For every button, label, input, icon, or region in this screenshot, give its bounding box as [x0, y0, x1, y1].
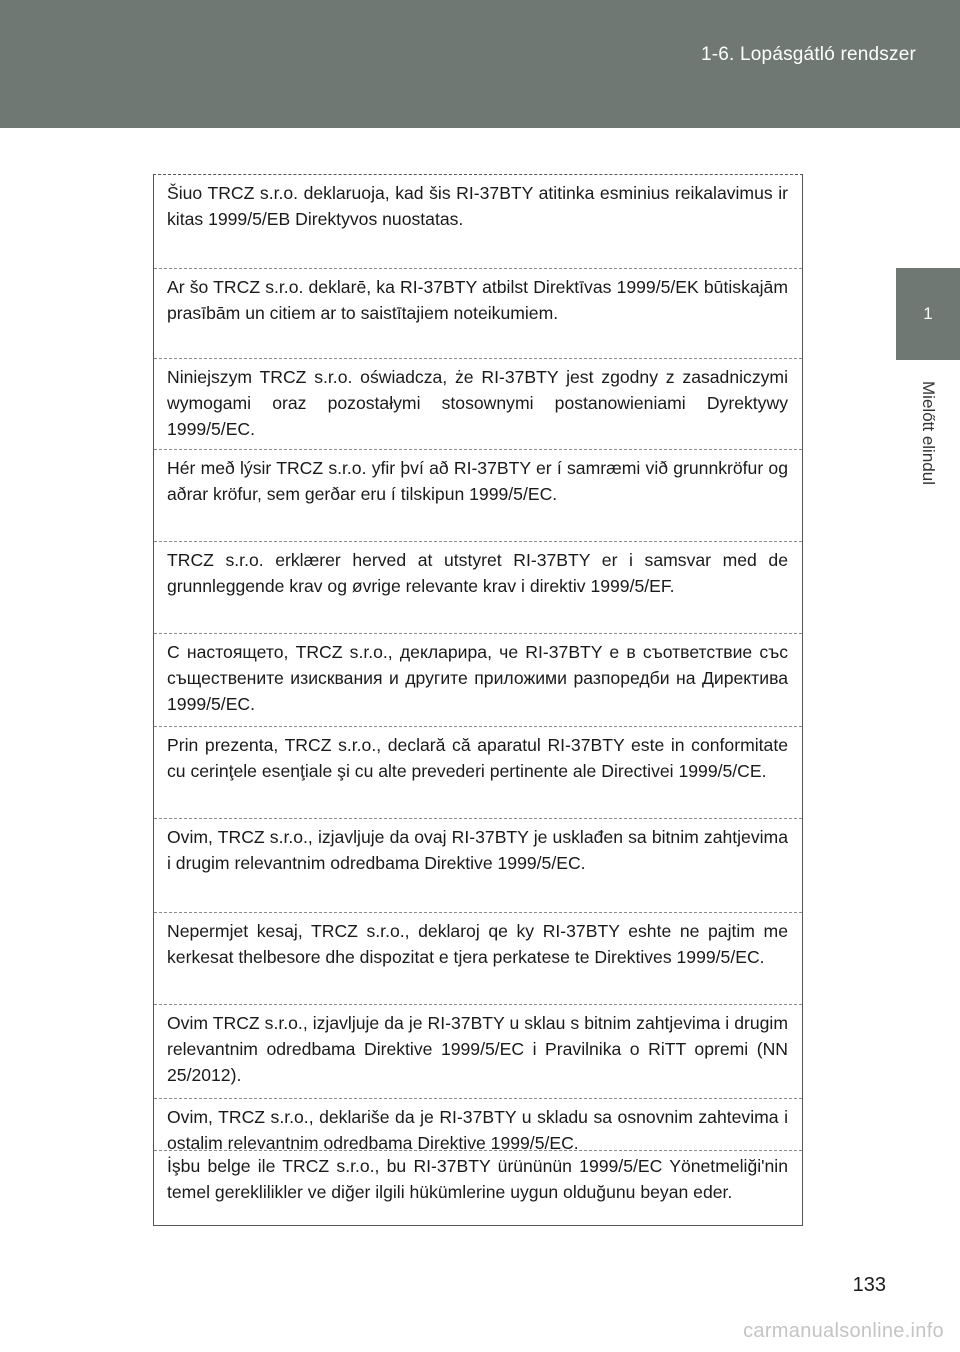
declaration-text: Ovim, TRCZ s.r.o., deklariše da je RI-37BTY u skladu sa osnovnim zahtevima i ostalim relevantnim odredbama Direktive 1999/5/EC. [167, 1107, 788, 1153]
declaration-row-lithuanian [154, 175, 802, 269]
chapter-tab: 1 [896, 268, 960, 360]
declaration-row-bulgarian [154, 634, 802, 727]
declaration-text: Nepermjet kesaj, TRCZ s.r.o., deklaroj qe ky RI-37BTY eshte ne pajtim me kerkesat thelbesore dhe dispozitat e tjera perkatese te Direktives 1999/5/EC. [167, 921, 788, 967]
declaration-text: Ar šo TRCZ s.r.o. deklarē, ka RI-37BTY atbilst Direktīvas 1999/5/EK būtiskajām prasībām un citiem ar to saistītajiem noteikumiem. [167, 277, 788, 323]
section-title: 1-6. Lopásgátló rendszer [701, 44, 916, 65]
chapter-label [896, 360, 960, 505]
watermark: carmanualsonline.info [743, 1320, 944, 1342]
chapter-label-text: Mielőtt elindul [919, 380, 939, 485]
declaration-row-norwegian [154, 542, 802, 634]
declaration-row-bosnian [154, 819, 802, 913]
declaration-row-latvian [154, 269, 802, 359]
declaration-row-polish [154, 359, 802, 450]
declaration-row-croatian [154, 1005, 802, 1099]
declaration-text: Ovim, TRCZ s.r.o., izjavljuje da ovaj RI-37BTY je usklađen sa bitnim zahtjevima i drugim relevantnim odredbama Direktive 1999/5/EC. [167, 827, 788, 873]
declaration-text: Hér með lýsir TRCZ s.r.o. yfir því að RI-37BTY er í samræmi við grunnkröfur og aðrar kröfur, sem gerðar eru í tilskipun 1999/5/EC. [167, 458, 788, 504]
declaration-text: Šiuo TRCZ s.r.o. deklaruoja, kad šis RI-37BTY atitinka esminius reikalavimus ir kitas 1999/5/EB Direktyvos nuostatas. [167, 183, 788, 229]
declaration-row-serbian [154, 1099, 802, 1151]
declaration-table [153, 174, 803, 1226]
declaration-row-turkish [154, 1151, 802, 1227]
declaration-text: TRCZ s.r.o. erklærer herved at utstyret RI-37BTY er i samsvar med de grunnleggende krav og øvrige relevante krav i direktiv 1999/5/EF. [167, 550, 788, 596]
declaration-text: İşbu belge ile TRCZ s.r.o., bu RI-37BTY ürününün 1999/5/EC Yönetmeliği'nin temel gereklilikler ve diğer ilgili hükümlerine uygun olduğunu beyan eder. [167, 1156, 788, 1202]
header-band [0, 0, 960, 128]
declaration-row-romanian [154, 727, 802, 819]
declaration-text: Niniejszym TRCZ s.r.o. oświadcza, że RI-37BTY jest zgodny z zasadniczymi wymogami oraz pozostałymi stosownymi postanowieniami Dyrektywy 1999/5/EC. [167, 367, 788, 439]
declaration-text: Prin prezenta, TRCZ s.r.o., declară că aparatul RI-37BTY este in conformitate cu cerinţele esenţiale şi cu alte prevederi pertinente ale Directivei 1999/5/CE. [167, 735, 788, 781]
declaration-text: С настоящето, TRCZ s.r.o., декларира, че RI-37BTY е в съответствие със съществените изисквания и другите приложими разпоредби на Директива 1999/5/ЕС. [167, 642, 788, 714]
declaration-row-albanian [154, 913, 802, 1005]
declaration-text: Ovim TRCZ s.r.o., izjavljuje da je RI-37BTY u sklau s bitnim zahtjevima i drugim relevantnim odredbama Direktive 1999/5/EC i Pravilnika o RiTT opremi (NN 25/2012). [167, 1013, 788, 1085]
declaration-row-icelandic [154, 450, 802, 542]
page-number: 133 [852, 1274, 886, 1296]
